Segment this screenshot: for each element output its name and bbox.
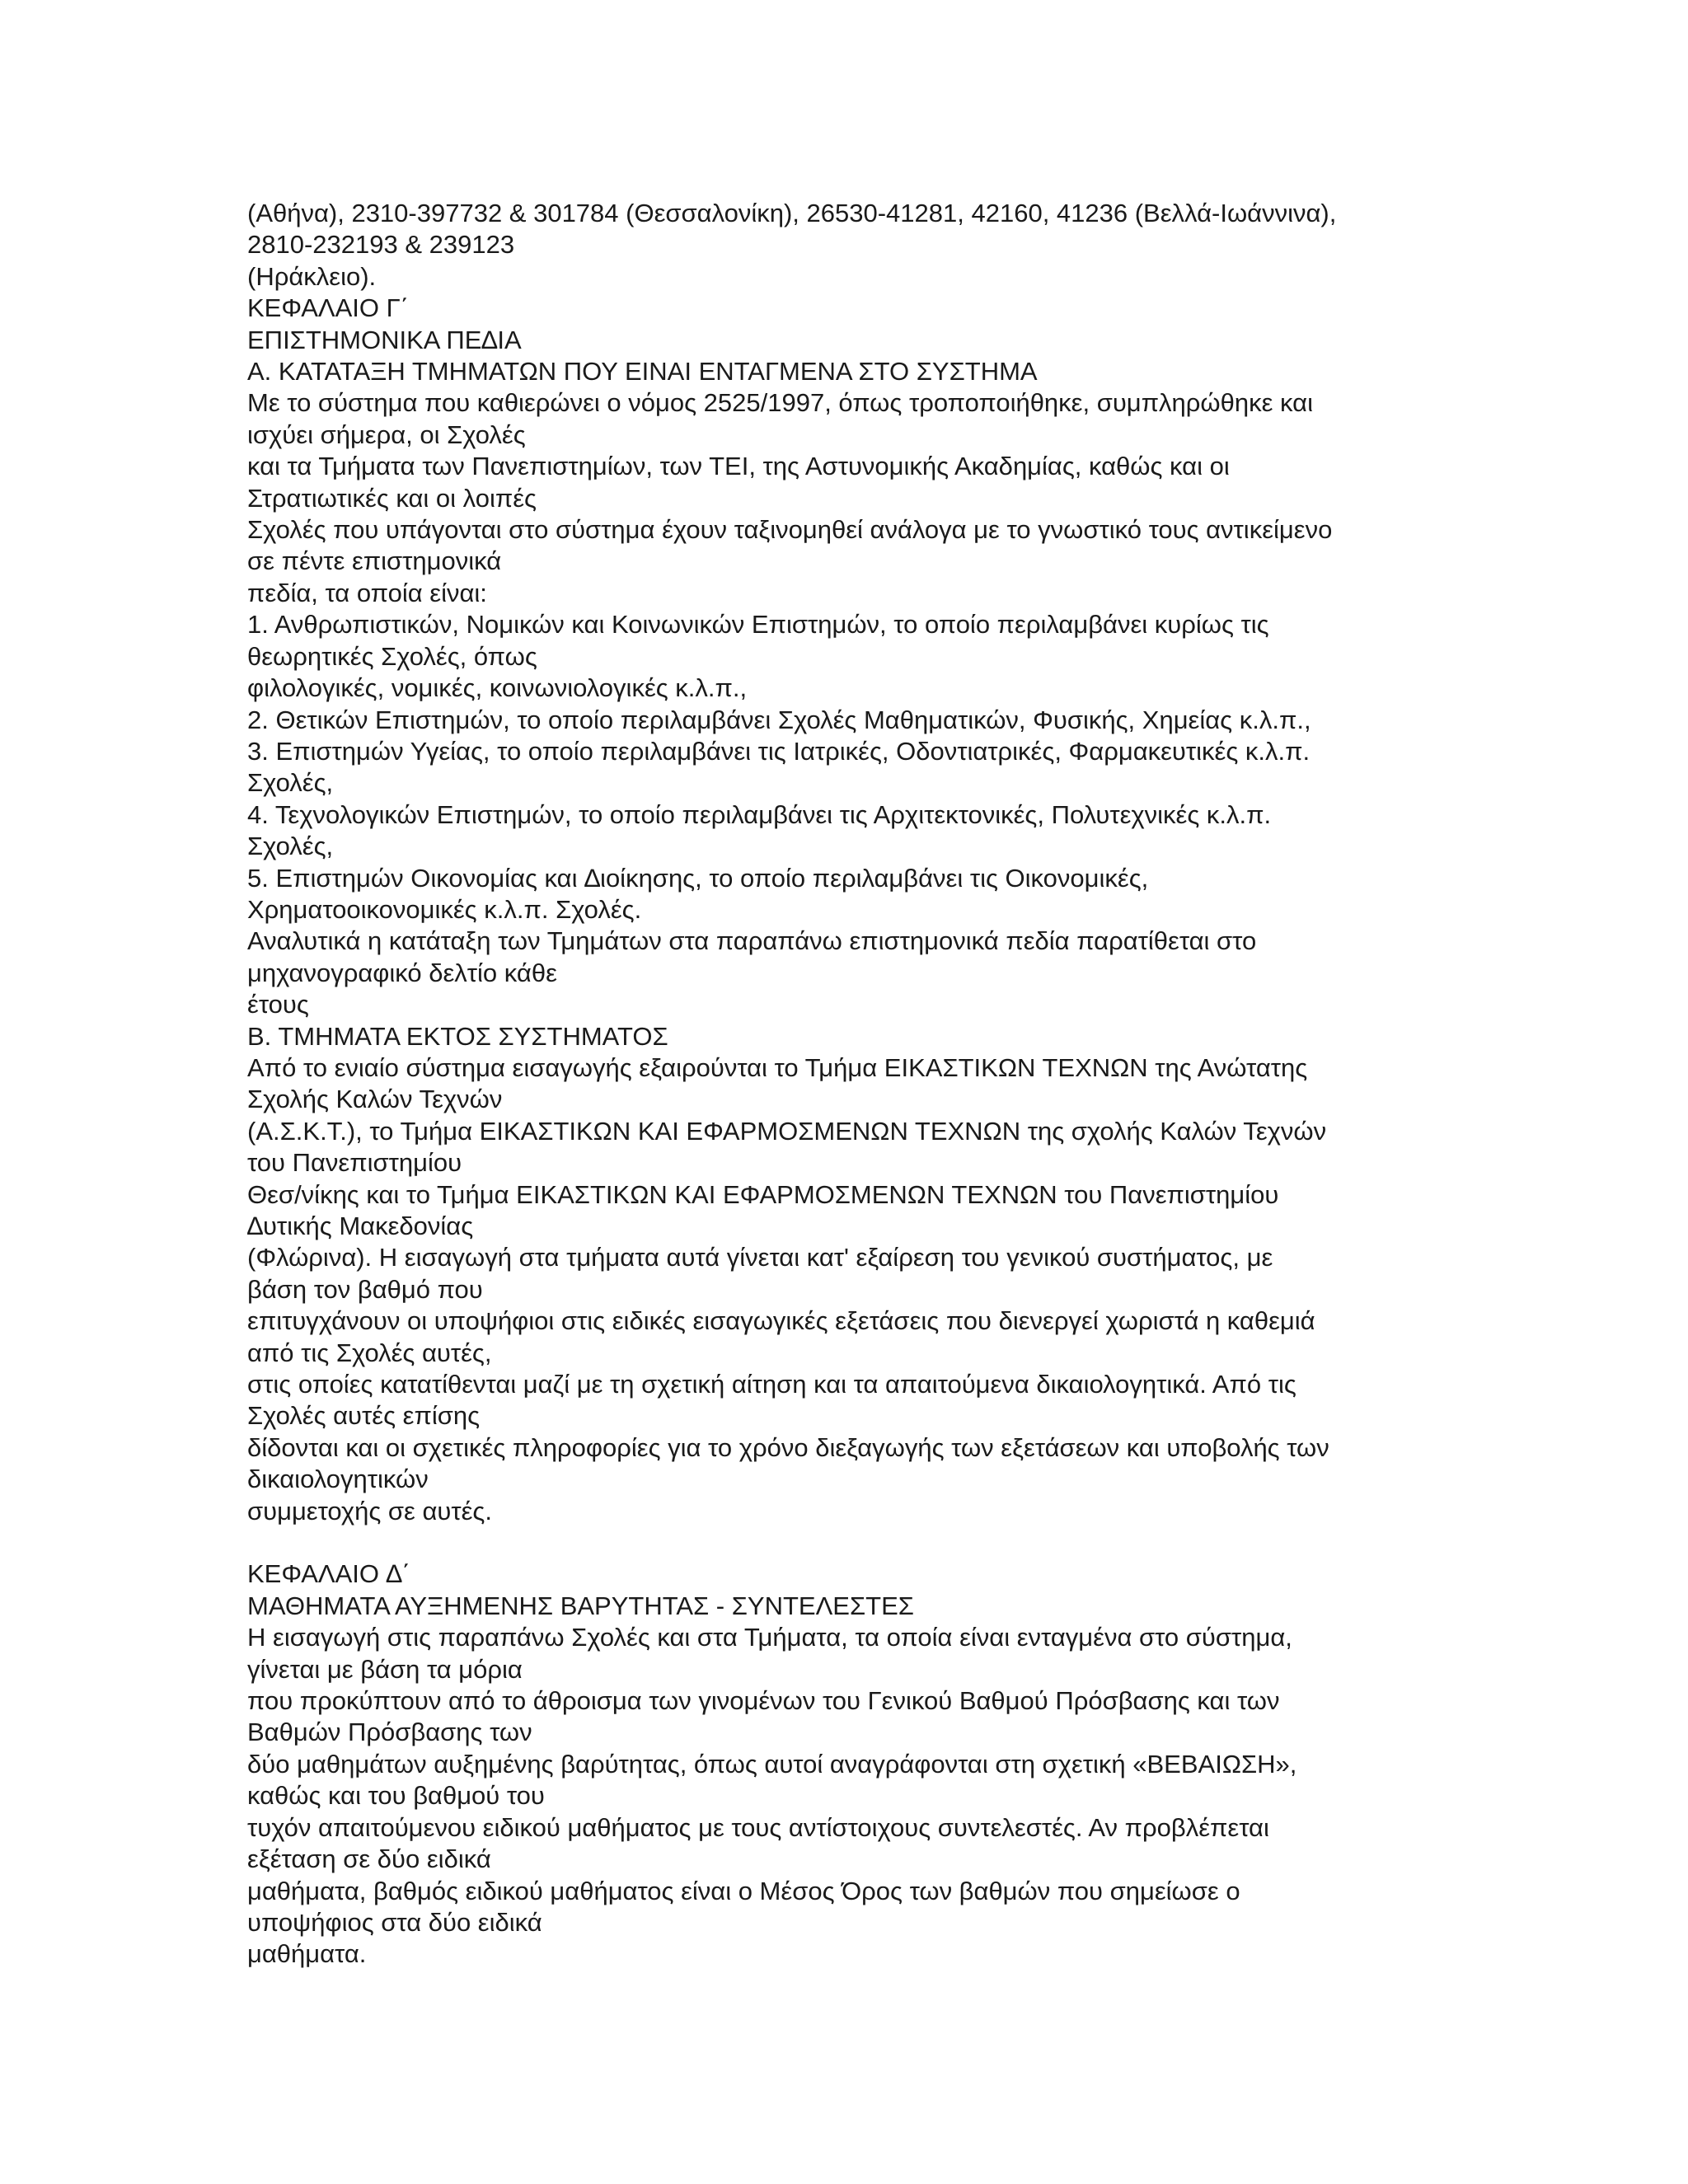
text-line: Στρατιωτικές και οι λοιπές: [247, 483, 537, 513]
text-line: συμμετοχής σε αυτές.: [247, 1496, 492, 1526]
text-line: ΚΕΦΑΛΑΙΟ ∆΄: [247, 1559, 410, 1589]
text-line: Από το ενιαίο σύστημα εισαγωγής εξαιρούνται το Τμήμα ΕΙΚΑΣΤΙΚΩΝ ΤΕΧΝΩΝ της Ανώτατης: [247, 1052, 1308, 1082]
text-line: Βαθμών Πρόσβασης των: [247, 1718, 532, 1747]
text-line: ισχύει σήμερα, οι Σχολές: [247, 419, 526, 449]
text-line: μηχανογραφικό δελτίο κάθε: [247, 958, 557, 987]
text-line: ΜΑΘΗΜΑΤΑ ΑΥΞΗΜΕΝΗΣ ΒΑΡΥΤΗΤΑΣ - ΣΥΝΤΕΛΕΣΤΕΣ: [247, 1591, 914, 1620]
text-line: δύο μαθημάτων αυξημένης βαρύτητας, όπως αυτοί αναγράφονται στη σχετική «ΒΕΒΑΙΩΣΗ»,: [247, 1749, 1297, 1779]
text-line: και τα Τμήματα των Πανεπιστημίων, των ΤΕΙ, της Αστυνομικής Ακαδημίας, καθώς και οι: [247, 452, 1230, 481]
text-line: σε πέντε επιστημονικά: [247, 546, 502, 576]
text-line: Σχολής Καλών Τεχνών: [247, 1085, 503, 1114]
text-line: Αναλυτικά η κατάταξη των Τμημάτων στα παραπάνω επιστημονικά πεδία παρατίθεται στο: [247, 926, 1257, 956]
text-line: Σχολές,: [247, 768, 334, 798]
text-line: βάση τον βαθμό που: [247, 1274, 483, 1304]
text-line: Β. ΤΜΗΜΑΤΑ ΕΚΤΟΣ ΣΥΣΤΗΜΑΤΟΣ: [247, 1021, 668, 1051]
text-line: φιλολογικές, νομικές, κοινωνιολογικές κ.λ.π.,: [247, 673, 748, 703]
text-line: Με το σύστημα που καθιερώνει ο νόμος 2525/1997, όπως τροποποιήθηκε, συμπληρώθηκε και: [247, 388, 1313, 418]
text-line: 5. Επιστημών Οικονομίας και ∆ιοίκησης, το οποίο περιλαμβάνει τις Οικονομικές,: [247, 863, 1149, 893]
text-line: του Πανεπιστημίου: [247, 1148, 462, 1178]
text-line: 2810-232193 & 239123: [247, 230, 515, 260]
text-line: Θεσ/νίκης και το Τμήμα ΕΙΚΑΣΤΙΚΩΝ ΚΑΙ ΕΦΑΡΜΟΣΜΕΝΩΝ ΤΕΧΝΩΝ του Πανεπιστημίου: [247, 1179, 1279, 1209]
text-line: εξέταση σε δύο ειδικά: [247, 1844, 491, 1874]
text-line: μαθήματα, βαθμός ειδικού μαθήματος είναι ο Μέσος Όρος των βαθμών που σημείωσε ο: [247, 1876, 1240, 1905]
text-line: πεδία, τα οποία είναι:: [247, 578, 487, 607]
text-line: επιτυγχάνουν οι υποψήφιοι στις ειδικές εισαγωγικές εξετάσεις που διενεργεί χωριστά η καθεμιά: [247, 1306, 1315, 1336]
text-line: (Φλώρινα). Η εισαγωγή στα τμήματα αυτά γίνεται κατ' εξαίρεση του γενικού συστήματος, με: [247, 1243, 1273, 1272]
text-line: από τις Σχολές αυτές,: [247, 1338, 492, 1367]
text-line: έτους: [247, 990, 309, 1019]
text-line: γίνεται με βάση τα μόρια: [247, 1654, 523, 1684]
text-line: ΕΠΙΣΤΗΜΟΝΙΚΑ ΠΕ∆ΙΑ: [247, 325, 522, 354]
text-line: (Ηράκλειο).: [247, 261, 377, 291]
document-page: [247, 198, 1434, 1971]
text-line: υποψήφιος στα δύο ειδικά: [247, 1907, 542, 1937]
text-line: 2. Θετικών Επιστημών, το οποίο περιλαμβάνει Σχολές Μαθηματικών, Φυσικής, Χημείας κ.λ.π.,: [247, 705, 1311, 734]
text-line: Α. ΚΑΤΑΤΑΞΗ ΤΜΗΜΑΤΩΝ ΠΟΥ ΕΙΝΑΙ ΕΝΤΑΓΜΕΝΑ ΣΤΟ ΣΥΣΤΗΜΑ: [247, 357, 1038, 387]
text-line: Σχολές που υπάγονται στο σύστημα έχουν ταξινομηθεί ανάλογα με το γνωστικό τους αντικείμενο: [247, 515, 1333, 545]
blank-line: [247, 1527, 1434, 1558]
text-line: (Α.Σ.Κ.Τ.), το Τμήμα ΕΙΚΑΣΤΙΚΩΝ ΚΑΙ ΕΦΑΡΜΟΣΜΕΝΩΝ ΤΕΧΝΩΝ της σχολής Καλών Τεχνών: [247, 1116, 1327, 1146]
text-line: Χρηματοοικονομικές κ.λ.π. Σχολές.: [247, 894, 642, 924]
text-line: ∆υτικής Μακεδονίας: [247, 1212, 474, 1240]
text-line: μαθήματα.: [247, 1939, 367, 1969]
text-line: ΚΕΦΑΛΑΙΟ Γ΄: [247, 293, 409, 323]
text-line: στις οποίες κατατίθενται μαζί με τη σχετική αίτηση και τα απαιτούμενα δικαιολογητικά. Από τις: [247, 1370, 1296, 1399]
text-line: (Αθήνα), 2310-397732 & 301784 (Θεσσαλονίκη), 26530-41281, 42160, 41236 (Βελλά-Ιωάννινα),: [247, 199, 1337, 227]
text-line: 1. Ανθρωπιστικών, Νομικών και Κοινωνικών Επιστημών, το οποίο περιλαμβάνει κυρίως τις: [247, 610, 1269, 640]
text-line: θεωρητικές Σχολές, όπως: [247, 641, 537, 671]
text-line: τυχόν απαιτούμενου ειδικού μαθήματος με τους αντίστοιχους συντελεστές. Αν προβλέπεται: [247, 1812, 1269, 1842]
text-line: Σχολές αυτές επίσης: [247, 1401, 481, 1431]
text-line: Η εισαγωγή στις παραπάνω Σχολές και στα Τμήματα, τα οποία είναι ενταγμένα στο σύστημα,: [247, 1623, 1292, 1652]
text-line: Σχολές,: [247, 832, 334, 861]
text-line: που προκύπτουν από το άθροισμα των γινομένων του Γενικού Βαθμού Πρόσβασης και των: [247, 1686, 1280, 1716]
text-line: 4. Τεχνολογικών Επιστημών, το οποίο περιλαμβάνει τις Αρχιτεκτονικές, Πολυτεχνικές κ.λ.π.: [247, 799, 1272, 829]
text-line: 3. Επιστημών Υγείας, το οποίο περιλαμβάνει τις Ιατρικές, Οδοντιατρικές, Φαρμακευτικές κ.λ.π.: [247, 736, 1311, 766]
text-line: καθώς και του βαθμού του: [247, 1781, 545, 1811]
text-line: δικαιολογητικών: [247, 1465, 429, 1494]
text-line: δίδονται και οι σχετικές πληροφορίες για το χρόνο διεξαγωγής των εξετάσεων και υποβολής των: [247, 1432, 1329, 1462]
